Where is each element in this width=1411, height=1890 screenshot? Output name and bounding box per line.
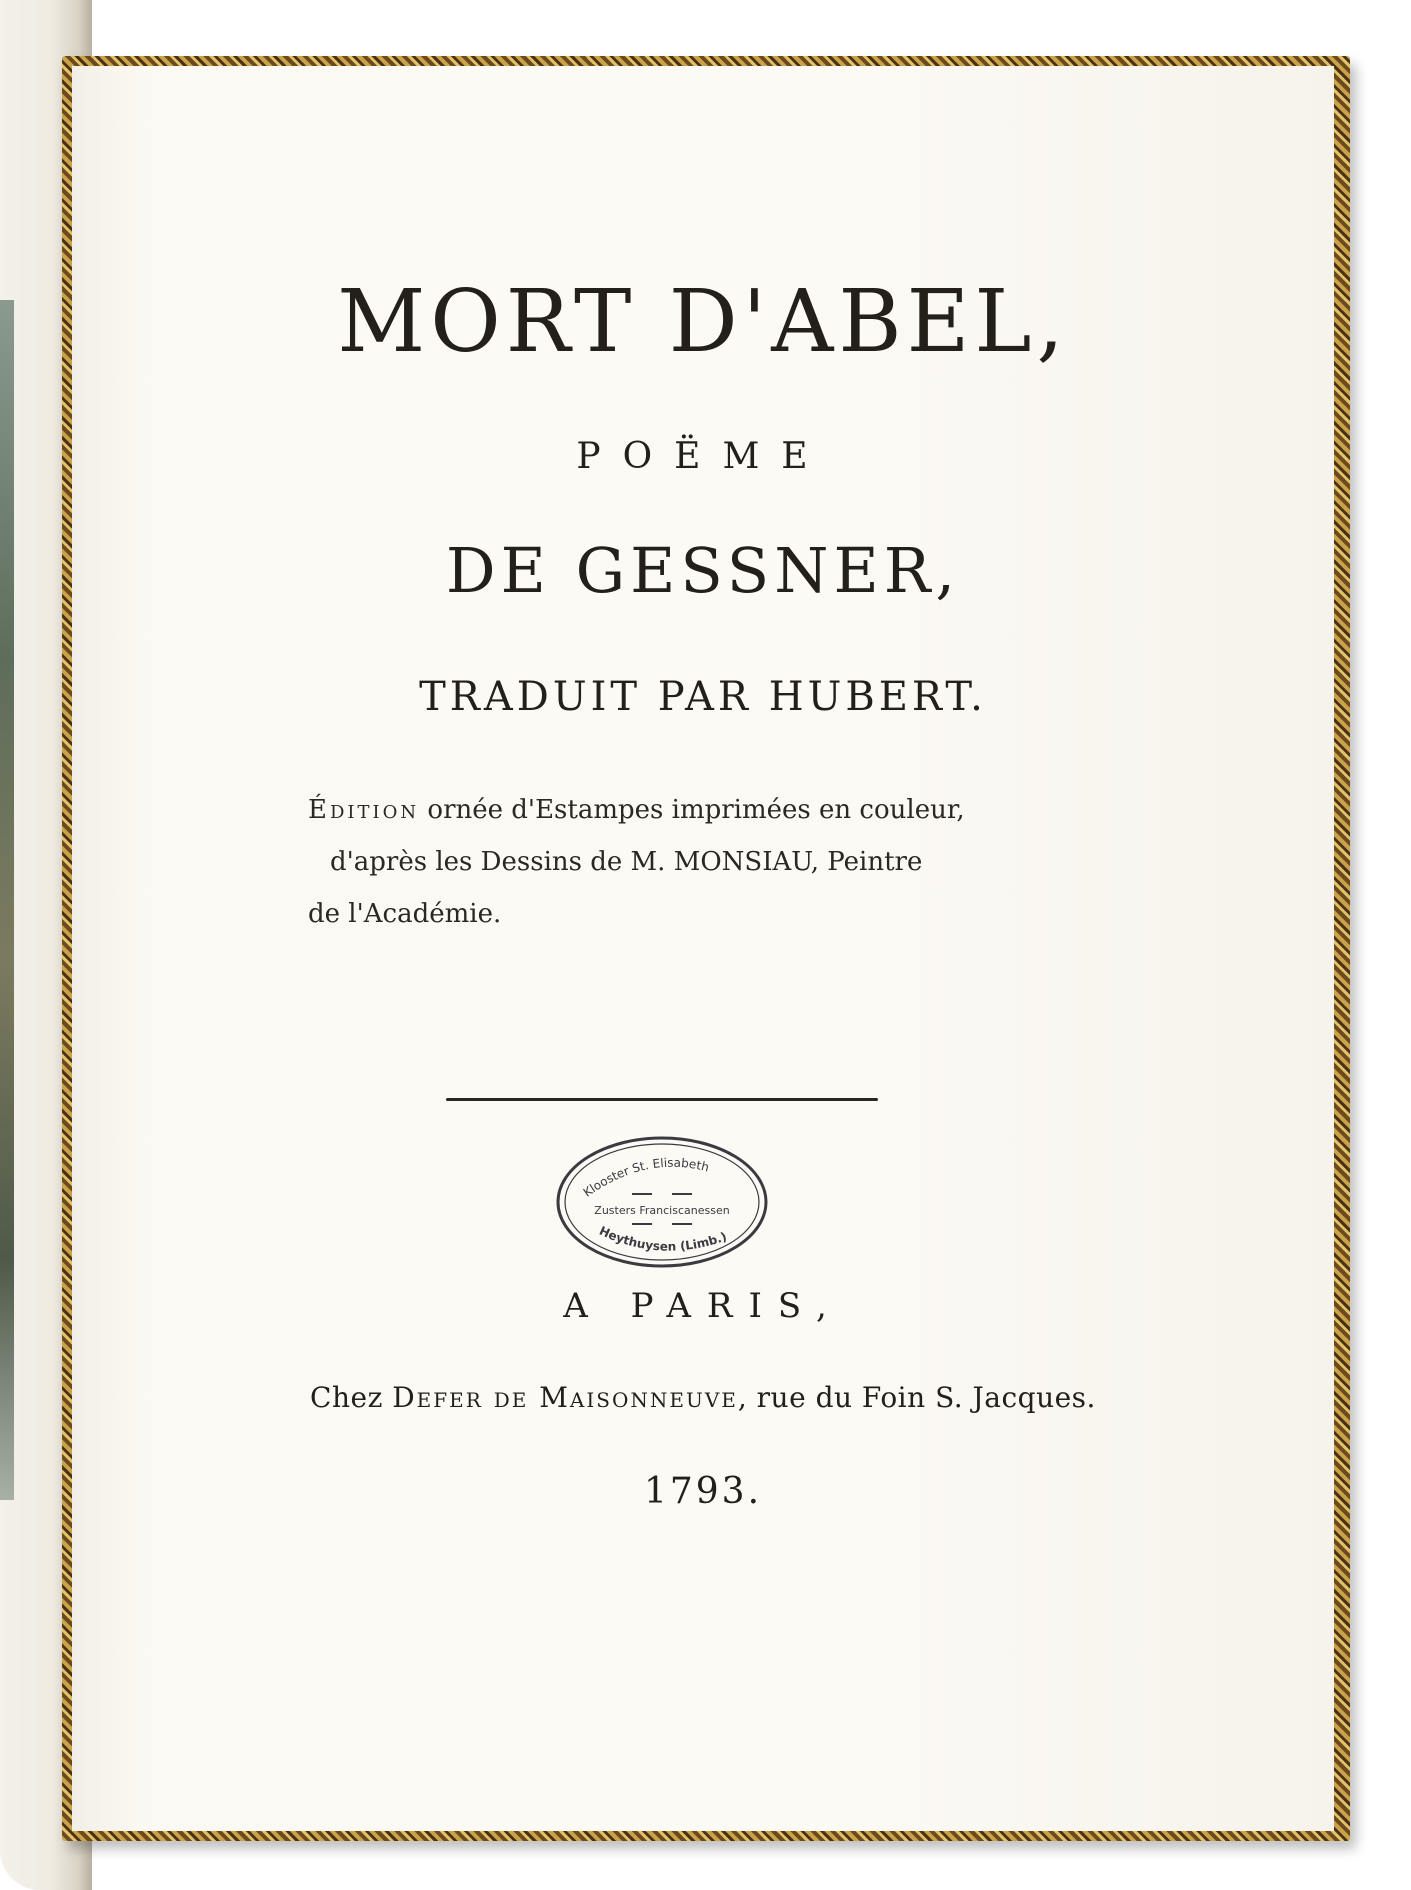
edition-statement xyxy=(308,784,1108,940)
imprint-publisher xyxy=(72,1381,1334,1414)
edition-line-2-after: , Peintre xyxy=(810,847,923,877)
edition-line-2-before: d'après les Dessins de M. xyxy=(330,847,674,877)
publisher-prefix: Chez xyxy=(310,1381,393,1414)
edition-line-2 xyxy=(308,836,1108,888)
genre-line: POËME xyxy=(576,436,830,477)
publisher-address: , rue du Foin S. Jacques. xyxy=(737,1381,1096,1414)
stamp-line-3: Heythuysen (Limb.) xyxy=(597,1223,729,1254)
edition-line-1-rest: ornée d'Estampes imprimées en couleur, xyxy=(419,795,965,825)
publisher-name: Defer de Maisonneuve xyxy=(392,1381,738,1414)
title-page xyxy=(72,66,1334,1831)
edition-line-1 xyxy=(308,784,1108,836)
translator-line: TRADUIT PAR HUBERT. xyxy=(419,674,987,720)
book-title: MORT D'ABEL, xyxy=(337,272,1069,372)
edition-line-3: de l'Académie. xyxy=(308,899,502,929)
frontispiece-plate-edge xyxy=(0,300,14,1500)
divider-rule xyxy=(446,1098,878,1101)
imprint-place: A PARIS, xyxy=(563,1286,843,1326)
stamp-line-1: Klooster St. Elisabeth xyxy=(580,1155,711,1200)
author-line: DE GESSNER, xyxy=(445,534,961,607)
edition-lead: Édition xyxy=(308,795,420,825)
stamp-line-2: Zusters Franciscanessen xyxy=(594,1204,730,1217)
imprint-year: 1793. xyxy=(643,1471,763,1512)
illustrator-name: MONSIAU xyxy=(673,847,811,877)
library-stamp xyxy=(552,1131,772,1273)
